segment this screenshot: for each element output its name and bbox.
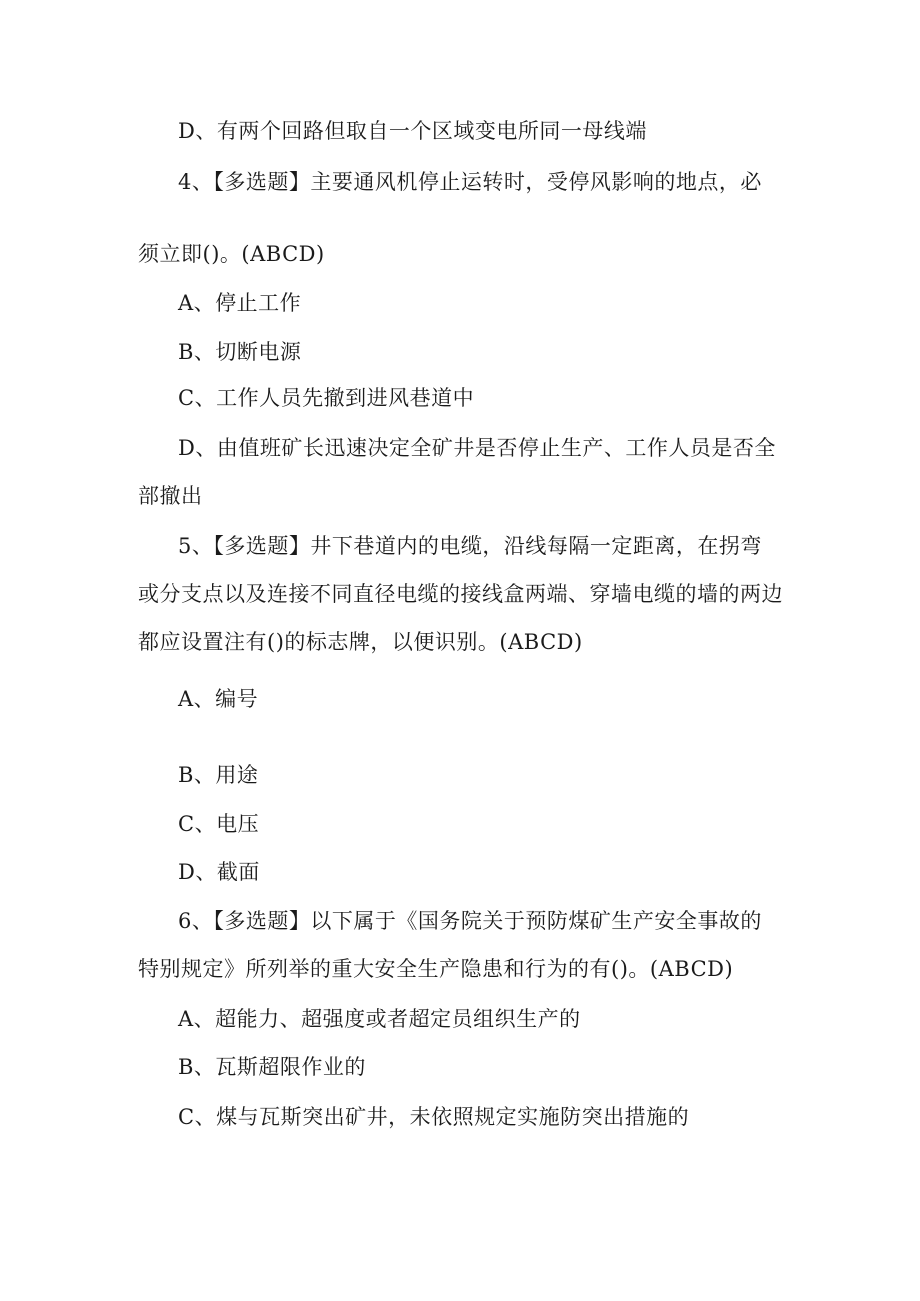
option-c-q4: C、工作人员先撤到进风巷道中: [178, 386, 475, 410]
option-a-q5: A、编号: [178, 687, 259, 711]
question-5-text-cont1: 或分支点以及连接不同直径电缆的接线盒两端、穿墙电缆的墙的两边: [138, 582, 783, 606]
question-4-text: 4、【多选题】主要通风机停止运转时，受停风影响的地点，必: [178, 170, 762, 194]
option-d-q4: D、由值班矿长迅速决定全矿井是否停止生产、工作人员是否全: [178, 436, 776, 460]
option-d-q3: D、有两个回路但取自一个区域变电所同一母线端: [178, 119, 647, 143]
option-b-q5: B、用途: [178, 763, 259, 787]
question-4-text-cont: 须立即()。(ABCD): [138, 242, 325, 266]
question-5-text: 5、【多选题】井下巷道内的电缆，沿线每隔一定距离，在拐弯: [178, 534, 762, 558]
option-c-q6: C、煤与瓦斯突出矿井，未依照规定实施防突出措施的: [178, 1105, 690, 1129]
question-5-text-cont2: 都应设置注有()的标志牌，以便识别。(ABCD): [138, 630, 583, 654]
option-a-q4: A、停止工作: [178, 291, 302, 315]
option-d-q4-cont: 部撤出: [138, 484, 203, 508]
option-d-q5: D、截面: [178, 860, 260, 884]
option-c-q5: C、电压: [178, 812, 260, 836]
question-6-text: 6、【多选题】以下属于《国务院关于预防煤矿生产安全事故的: [178, 909, 762, 933]
option-b-q4: B、切断电源: [178, 340, 302, 364]
question-6-text-cont: 特别规定》所列举的重大安全生产隐患和行为的有()。(ABCD): [138, 957, 734, 981]
option-b-q6: B、瓦斯超限作业的: [178, 1055, 366, 1079]
option-a-q6: A、超能力、超强度或者超定员组织生产的: [178, 1007, 581, 1031]
